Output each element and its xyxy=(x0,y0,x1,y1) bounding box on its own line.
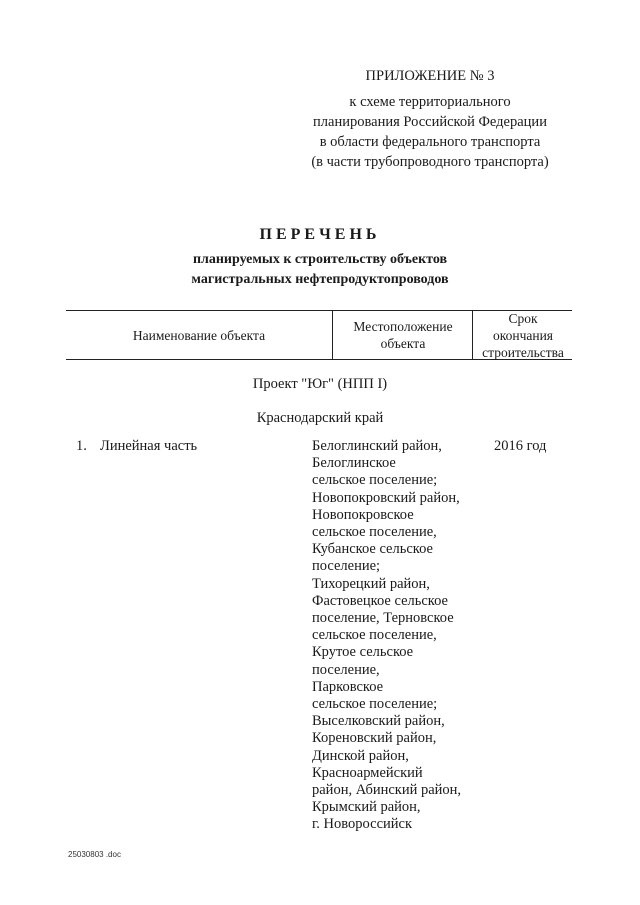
row-number: 1. xyxy=(76,438,87,454)
appendix-line: (в части трубопроводного транспорта) xyxy=(311,154,549,170)
header-name-label: Наименование объекта xyxy=(132,327,266,343)
footer-filename: 25030803 .doc xyxy=(68,850,121,859)
location-line: Кореновский район, xyxy=(312,730,437,747)
header-term-column xyxy=(472,311,573,359)
header-location-column xyxy=(332,311,473,359)
subtitle-line: планируемых к строительству объектов xyxy=(192,252,448,267)
location-line: сельское поселение, xyxy=(312,627,437,644)
header-term-label: Срок xyxy=(508,310,538,326)
table-header xyxy=(66,310,572,360)
location-line: сельское поселение; xyxy=(312,472,438,489)
location-line: Белоглинский район, xyxy=(312,438,442,454)
location-line: поселение, Терновское xyxy=(312,610,454,627)
location-line: Крымский район, xyxy=(312,799,421,816)
row-object-name: Линейная часть xyxy=(100,438,198,454)
location-line: Новопокровское xyxy=(312,506,414,523)
location-line: г. Новороссийск xyxy=(312,816,413,833)
appendix-line: в области федерального транспорта xyxy=(319,134,541,150)
location-line: поселение; xyxy=(312,558,381,575)
location-line: Новопокровский район, xyxy=(312,489,460,506)
header-term-label: строительства xyxy=(482,344,564,360)
appendix-line: к схеме территориального xyxy=(349,94,511,110)
location-line: поселение, xyxy=(312,661,380,678)
header-location-label: объекта xyxy=(380,336,426,351)
location-line: Выселковский район, xyxy=(312,713,445,730)
header-name-column xyxy=(66,311,332,359)
location-line: Фастовецкое сельское xyxy=(312,592,448,609)
appendix-line: планирования Российской Федерации xyxy=(313,114,547,130)
location-line: Кубанское сельское xyxy=(312,541,433,558)
location-line: сельское поселение; xyxy=(312,696,438,713)
location-line: Красноармейский xyxy=(312,764,423,781)
row-term: 2016 год xyxy=(494,438,547,454)
location-line: Белоглинское xyxy=(312,455,396,472)
document-title: ПЕРЕЧЕНЬ xyxy=(259,226,381,243)
document-subtitle xyxy=(120,250,520,290)
subtitle-line: магистральных нефтепродуктопроводов xyxy=(191,272,449,287)
appendix-title: ПРИЛОЖЕНИЕ № 3 xyxy=(365,68,495,84)
location-line: Парковское xyxy=(312,678,384,695)
location-line: Динской район, xyxy=(312,747,409,764)
location-line: район, Абинский район, xyxy=(312,782,462,799)
region-heading: Краснодарский край xyxy=(256,410,384,426)
row-location xyxy=(312,438,482,834)
header-term-label: окончания xyxy=(492,327,554,343)
location-line: Тихорецкий район, xyxy=(312,575,430,592)
location-line: Крутое сельское xyxy=(312,644,414,661)
project-heading: Проект "Юг" (НПП I) xyxy=(252,376,388,392)
appendix-block xyxy=(300,66,560,172)
location-line: сельское поселение, xyxy=(312,524,437,541)
header-location-label: Местоположение xyxy=(353,319,453,334)
